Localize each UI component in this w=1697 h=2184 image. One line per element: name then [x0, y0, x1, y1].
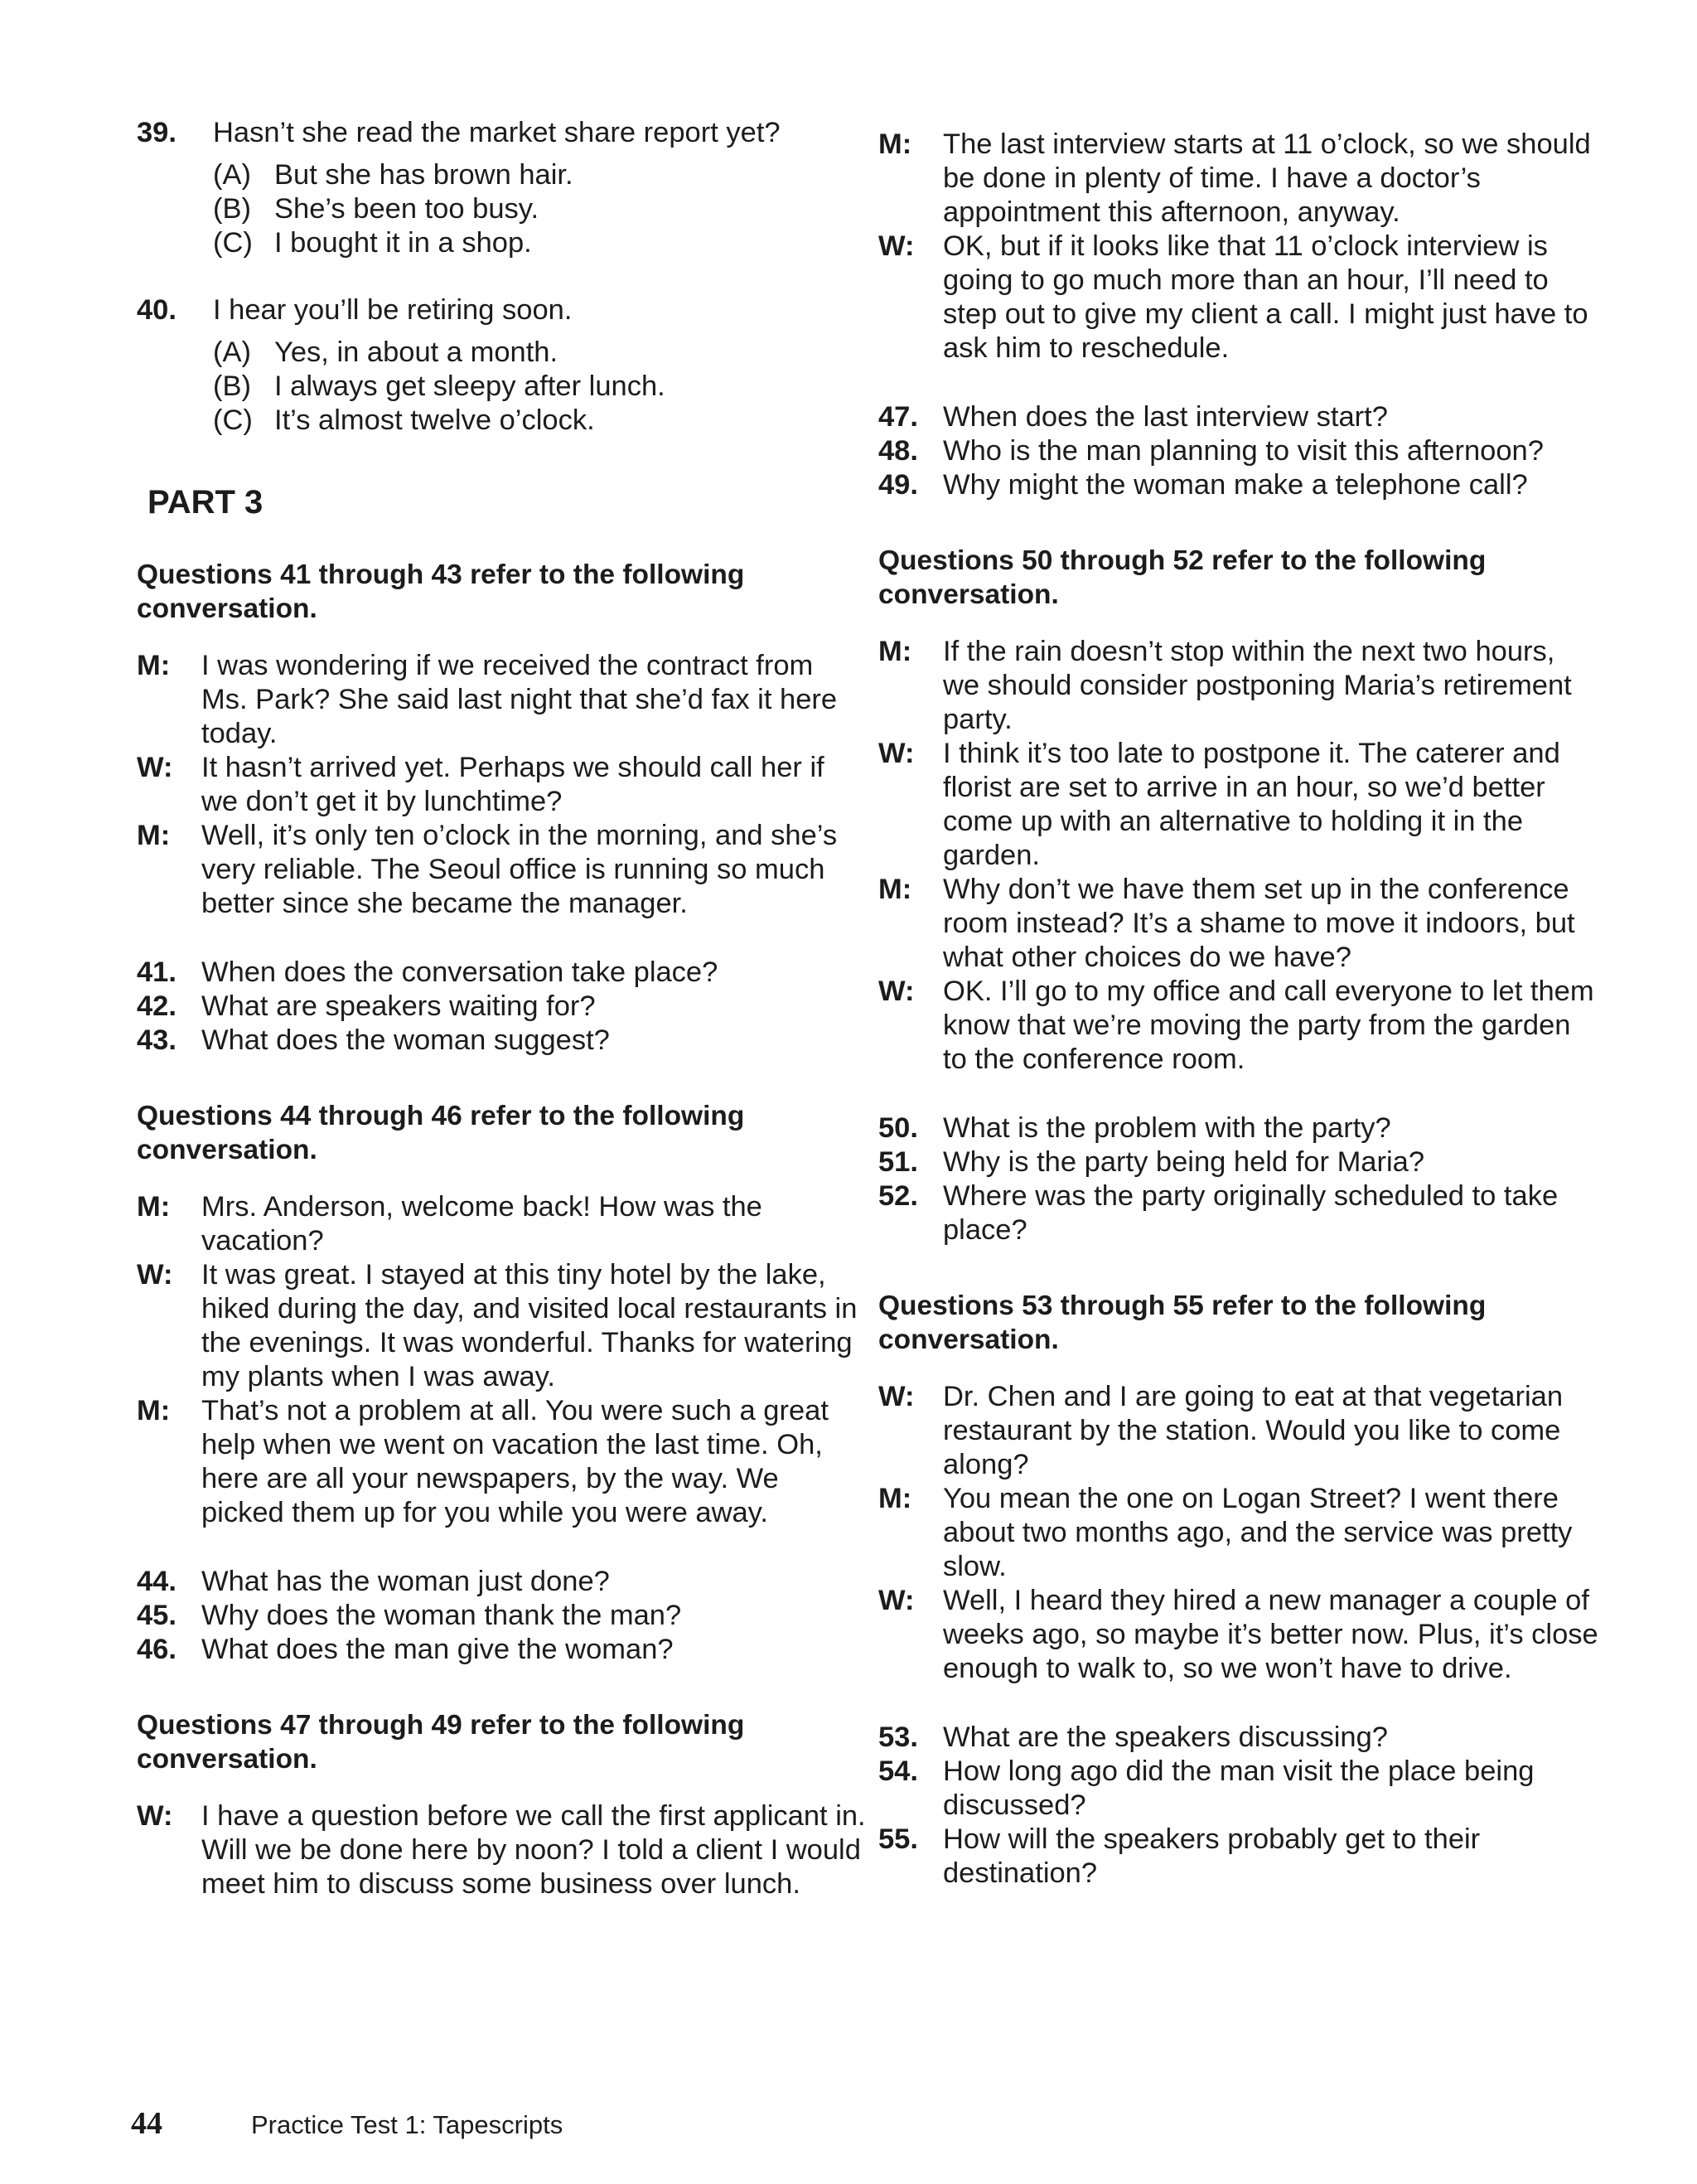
option-label: (A) — [213, 159, 251, 191]
question-item — [137, 990, 866, 1024]
question-list — [137, 1565, 866, 1667]
question-text: When does the conversation take place? — [201, 956, 718, 988]
conversation — [878, 128, 1599, 366]
question-number: 42. — [137, 990, 176, 1022]
question-item — [878, 1755, 1599, 1823]
question-group-44-46 — [137, 1099, 866, 1667]
speaker-label: M: — [878, 874, 912, 905]
question-group-50-52 — [878, 544, 1599, 1247]
conversation — [878, 635, 1599, 1077]
question-39 — [137, 116, 866, 150]
question-item — [878, 1179, 1599, 1247]
question-list — [878, 400, 1599, 502]
question-number: 54. — [878, 1755, 918, 1787]
question-text: Why is the party being held for Maria? — [943, 1146, 1425, 1178]
option-text: She’s been too busy. — [274, 193, 539, 225]
dialogue-text: I think it’s too late to postpone it. The caterer and florist are set to arrive in an hour, so we’d better come up with an alternative to holding it in the garden. — [943, 738, 1560, 871]
question-text: Hasn’t she read the market share report yet? — [213, 117, 781, 148]
question-item — [878, 434, 1599, 468]
question-number: 55. — [878, 1823, 918, 1855]
question-number: 47. — [878, 401, 918, 433]
dialogue-text: OK, but if it looks like that 11 o’clock interview is going to go much more than an hour, I’ll need to step out to give my client a call. I might just have to ask him to reschedule. — [943, 230, 1588, 364]
group-heading: Questions 53 through 55 refer to the following conversation. — [878, 1291, 1487, 1355]
question-text: Why might the woman make a telephone call? — [943, 469, 1528, 501]
speaker-label: W: — [878, 1381, 915, 1412]
question-text: What does the woman suggest? — [201, 1024, 610, 1056]
answer-option — [213, 158, 866, 192]
dialogue-text: I was wondering if we received the contract from Ms. Park? She said last night that she’d fax it here today. — [201, 650, 838, 749]
dialogue-text: Mrs. Anderson, welcome back! How was the vacation? — [201, 1191, 762, 1257]
question-item — [137, 1565, 866, 1599]
speaker-label: M: — [137, 650, 171, 681]
dialogue-text: The last interview starts at 11 o’clock, so we should be done in plenty of time. I have a doctor’s appointment this afternoon, anyway. — [943, 128, 1591, 228]
speaker-label: W: — [878, 1585, 915, 1616]
option-label: (C) — [213, 404, 253, 436]
question-text: I hear you’ll be retiring soon. — [213, 294, 573, 326]
question-item — [137, 1633, 866, 1667]
dialogue-line — [878, 1482, 1599, 1584]
option-label: (C) — [213, 227, 253, 259]
dialogue-text: Dr. Chen and I are going to eat at that vegetarian restaurant by the station. Would you like to come along? — [943, 1381, 1563, 1480]
question-number: 53. — [878, 1722, 918, 1753]
answer-option — [213, 192, 866, 226]
dialogue-text: Well, it’s only ten o’clock in the morning, and she’s very reliable. The Seoul office is running so much better since she became the manager. — [201, 820, 838, 919]
dialogue-text: It hasn’t arrived yet. Perhaps we should call her if we don’t get it by lunchtime? — [201, 752, 824, 817]
conversation — [137, 1190, 866, 1530]
question-text: When does the last interview start? — [943, 401, 1388, 433]
dialogue-line — [878, 873, 1599, 975]
speaker-label: W: — [137, 1800, 173, 1832]
dialogue-line — [137, 1394, 866, 1530]
dialogue-line — [878, 1380, 1599, 1482]
conversation — [137, 649, 866, 921]
dialogue-line — [878, 1584, 1599, 1686]
question-item — [878, 1111, 1599, 1145]
speaker-label: M: — [878, 636, 912, 667]
question-item — [878, 400, 1599, 434]
question-item — [878, 468, 1599, 502]
question-number: 40. — [137, 294, 176, 326]
answer-options — [213, 158, 866, 260]
question-group-47-49 — [137, 1708, 866, 1901]
option-text: I bought it in a shop. — [274, 227, 532, 259]
dialogue-text: OK. I’ll go to my office and call everyone to let them know that we’re moving the party from the garden to the conference room. — [943, 976, 1594, 1075]
question-group-41-43 — [137, 558, 866, 1058]
question-text: What is the problem with the party? — [943, 1112, 1391, 1144]
footer-title: Practice Test 1: Tapescripts — [251, 2110, 563, 2139]
page-number: 44 — [131, 2106, 162, 2141]
speaker-label: W: — [878, 738, 915, 769]
question-text: What does the man give the woman? — [201, 1634, 674, 1665]
question-text: What has the woman just done? — [201, 1566, 610, 1597]
dialogue-text: Well, I heard they hired a new manager a couple of weeks ago, so maybe it’s better now. Plus, it’s close enough to walk to, so we won’t have to drive. — [943, 1585, 1598, 1684]
question-number: 49. — [878, 469, 918, 501]
option-label: (B) — [213, 370, 251, 402]
answer-option — [213, 226, 866, 260]
dialogue-line — [137, 1190, 866, 1258]
question-group-53-55 — [878, 1289, 1599, 1891]
answer-option — [213, 370, 866, 404]
question-list — [878, 1721, 1599, 1891]
option-text: But she has brown hair. — [274, 159, 573, 191]
question-text: Where was the party originally scheduled to take place? — [943, 1180, 1559, 1246]
question-text: What are the speakers discussing? — [943, 1722, 1388, 1753]
question-item — [137, 956, 866, 990]
question-item — [137, 1024, 866, 1058]
question-text: How long ago did the man visit the place being discussed? — [943, 1755, 1535, 1821]
dialogue-text: If the rain doesn’t stop within the next two hours, we should consider postponing Maria’s retirement party. — [943, 636, 1572, 735]
question-text: Why does the woman thank the man? — [201, 1600, 682, 1631]
question-number: 52. — [878, 1180, 918, 1212]
page-footer — [131, 2105, 563, 2142]
question-number: 51. — [878, 1146, 918, 1178]
dialogue-line — [878, 635, 1599, 737]
dialogue-text: It was great. I stayed at this tiny hotel by the lake, hiked during the day, and visited local restaurants in the evenings. It was wonderful. Thanks for watering my plants when I was away. — [201, 1259, 858, 1392]
speaker-label: W: — [878, 976, 915, 1007]
dialogue-line — [878, 230, 1599, 366]
right-column — [878, 116, 1599, 1932]
dialogue-text: I have a question before we call the first applicant in. Will we be done here by noon? I told a client I would meet him to discuss some business over lunch. — [201, 1800, 866, 1900]
question-number: 46. — [137, 1634, 176, 1665]
question-item — [878, 1721, 1599, 1755]
group-heading: Questions 41 through 43 refer to the following conversation. — [137, 559, 745, 624]
option-label: (A) — [213, 337, 251, 368]
speaker-label: M: — [137, 1395, 171, 1426]
answer-options — [213, 336, 866, 438]
speaker-label: W: — [878, 230, 915, 262]
group-heading: Questions 50 through 52 refer to the following conversation. — [878, 545, 1487, 610]
speaker-label: W: — [137, 752, 173, 783]
question-number: 39. — [137, 117, 176, 148]
dialogue-line — [137, 819, 866, 921]
group-heading: Questions 47 through 49 refer to the following conversation. — [137, 1710, 745, 1775]
question-40 — [137, 293, 866, 327]
question-number: 43. — [137, 1024, 176, 1056]
question-number: 44. — [137, 1566, 176, 1597]
question-number: 50. — [878, 1112, 918, 1144]
question-number: 48. — [878, 435, 918, 467]
question-item — [878, 1823, 1599, 1891]
question-number: 41. — [137, 956, 176, 988]
option-text: It’s almost twelve o’clock. — [274, 404, 595, 436]
speaker-label: M: — [878, 128, 912, 160]
question-number: 45. — [137, 1600, 176, 1631]
option-label: (B) — [213, 193, 251, 225]
speaker-label: W: — [137, 1259, 173, 1291]
question-text: What are speakers waiting for? — [201, 990, 596, 1022]
dialogue-line — [137, 1799, 866, 1901]
question-text: Who is the man planning to visit this afternoon? — [943, 435, 1544, 467]
group-heading: Questions 44 through 46 refer to the following conversation. — [137, 1101, 745, 1165]
question-item — [878, 1145, 1599, 1179]
speaker-label: M: — [878, 1483, 912, 1514]
answer-option — [213, 336, 866, 370]
dialogue-line — [878, 128, 1599, 230]
question-group-47-49-continued — [878, 128, 1599, 502]
dialogue-text: Why don’t we have them set up in the conference room instead? It’s a shame to move it indoors, but what other choices do we have? — [943, 874, 1575, 973]
dialogue-text: That’s not a problem at all. You were such a great help when we went on vacation the last time. Oh, here are all your newspapers, by the way. We picked them up for you while you were away. — [201, 1395, 829, 1528]
dialogue-line — [878, 737, 1599, 873]
left-column — [137, 116, 866, 1943]
question-list — [878, 1111, 1599, 1247]
dialogue-text: You mean the one on Logan Street? I went there about two months ago, and the service was pretty slow. — [943, 1483, 1573, 1582]
question-item — [137, 1599, 866, 1633]
answer-option — [213, 404, 866, 438]
speaker-label: M: — [137, 1191, 171, 1223]
question-text: How will the speakers probably get to their destination? — [943, 1823, 1481, 1889]
conversation — [878, 1380, 1599, 1686]
speaker-label: M: — [137, 820, 171, 851]
dialogue-line — [137, 751, 866, 819]
dialogue-line — [137, 649, 866, 751]
dialogue-line — [137, 1258, 866, 1394]
option-text: Yes, in about a month. — [274, 337, 558, 368]
dialogue-line — [878, 975, 1599, 1077]
conversation — [137, 1799, 866, 1901]
question-list — [137, 956, 866, 1058]
option-text: I always get sleepy after lunch. — [274, 370, 665, 402]
part-heading: PART 3 — [147, 484, 263, 521]
